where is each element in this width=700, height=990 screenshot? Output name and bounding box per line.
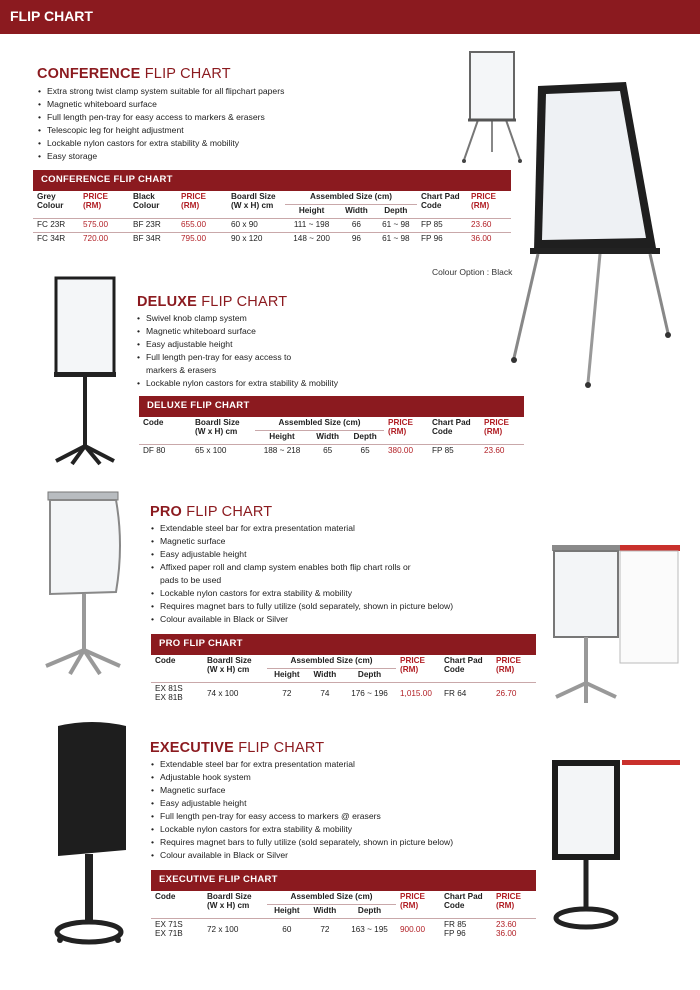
col-header: Boardl Size (W x H) cm — [231, 192, 276, 210]
cell: 111 ~ 198 — [285, 219, 338, 233]
table-row — [151, 919, 536, 940]
col-header: Height — [267, 905, 307, 919]
feature-item: • Lockable nylon castors for extra stability & mobility — [38, 137, 458, 150]
cell: 60 x 90 — [227, 219, 285, 233]
feature-item: • Easy storage — [38, 150, 458, 163]
cell: 720.00 — [79, 233, 129, 247]
code-silver: EX 71S — [155, 920, 183, 929]
col-header: PRICE (RM) — [388, 418, 414, 436]
chartpad-price: 36.00 — [496, 929, 517, 938]
col-header: Chart Pad Code — [432, 418, 471, 436]
feature-item: • Easy adjustable height — [151, 548, 411, 561]
cell: 36.00 — [467, 233, 511, 247]
cell: 1,015.00 — [396, 683, 440, 704]
executive-title-rest: FLIP CHART — [238, 740, 325, 756]
feature-item: • Swivel knob clamp system — [137, 312, 377, 325]
table-row — [151, 683, 536, 704]
cell: 575.00 — [79, 219, 129, 233]
deluxe-title — [137, 294, 287, 310]
pro-flipchart-with-magnet-bar-image — [548, 543, 683, 708]
code-silver: EX 81S — [155, 684, 183, 693]
chartpad-code: FP 96 — [444, 929, 466, 938]
cell: FP 96 — [417, 233, 467, 247]
feature-item: • Magnetic surface — [151, 535, 411, 548]
col-header: Black Colour — [133, 192, 160, 210]
col-header: Grey Colour — [37, 192, 64, 210]
col-header: PRICE (RM) — [83, 192, 109, 210]
cell — [492, 919, 536, 940]
executive-flipchart-with-magnet-bar-image — [548, 758, 683, 938]
table-title: DELUXE FLIP CHART — [139, 396, 524, 417]
feature-item: • Requires magnet bars to fully utilize (sold separately, shown in picture below) — [151, 600, 490, 613]
col-header: Height — [285, 205, 338, 219]
col-header: Assembled Size (cm) — [290, 892, 373, 901]
table-row — [33, 233, 511, 247]
feature-item: • Magnetic surface — [151, 784, 491, 797]
page-header — [0, 0, 700, 34]
deluxe-table — [139, 396, 524, 458]
feature-item: • Requires magnet bars to fully utilize (sold separately, shown in picture below) — [151, 836, 491, 849]
conference-flipchart-large-image — [508, 78, 683, 398]
feature-item: • Affixed paper roll and clamp system enables both flip chart rolls or pads to be used — [151, 561, 411, 587]
col-header: Depth — [343, 905, 396, 919]
col-header: Height — [267, 669, 307, 683]
table-title: CONFERENCE FLIP CHART — [33, 170, 511, 191]
col-header: Code — [155, 892, 176, 901]
cell: 66 — [338, 219, 375, 233]
cell: 655.00 — [177, 219, 227, 233]
feature-item: • Adjustable hook system — [151, 771, 491, 784]
col-header: Chart Pad Code — [444, 656, 483, 674]
cell: 61 ~ 98 — [375, 233, 417, 247]
table-row — [139, 445, 524, 459]
code-black: EX 81B — [155, 693, 183, 702]
col-header: PRICE (RM) — [400, 656, 426, 674]
cell: BF 23R — [129, 219, 177, 233]
feature-item: • Magnetic whiteboard surface — [38, 98, 458, 111]
table-title: EXECUTIVE FLIP CHART — [151, 870, 536, 891]
feature-item: • Easy adjustable height — [151, 797, 491, 810]
col-header: Depth — [375, 205, 417, 219]
feature-item: • Colour available in Black or Silver — [151, 849, 491, 862]
deluxe-flipchart-image — [50, 276, 120, 471]
cell: FC 23R — [33, 219, 79, 233]
col-header: Code — [143, 418, 164, 427]
executive-flipchart-image — [52, 720, 132, 950]
deluxe-features — [137, 312, 377, 390]
cell: FP 85 — [417, 219, 467, 233]
table-row — [33, 219, 511, 233]
feature-item: • Colour available in Black or Silver — [151, 613, 411, 626]
cell: 96 — [338, 233, 375, 247]
cell: 163 ~ 195 — [343, 919, 396, 940]
feature-item: • Lockable nylon castors for extra stability & mobility — [151, 823, 491, 836]
cell: 60 — [267, 919, 307, 940]
pro-features — [151, 522, 454, 626]
conference-title-rest: FLIP CHART — [144, 66, 231, 82]
cell: 23.60 — [480, 445, 524, 459]
conference-title — [37, 66, 231, 82]
col-header: PRICE (RM) — [181, 192, 207, 210]
cell: 74 x 100 — [203, 683, 267, 704]
conference-features — [38, 85, 458, 163]
col-header: Chart Pad Code — [421, 192, 460, 210]
feature-item: • Full length pen-tray for easy access to markers & erasers — [137, 351, 296, 377]
col-header: Boardl Size (W x H) cm — [207, 656, 252, 674]
conference-table — [33, 170, 511, 246]
cell: 900.00 — [396, 919, 440, 940]
cell: FR 64 — [440, 683, 492, 704]
cell: 148 ~ 200 — [285, 233, 338, 247]
cell: 72 — [307, 919, 343, 940]
table-title: PRO FLIP CHART — [151, 634, 536, 655]
feature-item: • Magnetic whiteboard surface — [137, 325, 377, 338]
cell: 61 ~ 98 — [375, 219, 417, 233]
col-header: Width — [307, 905, 343, 919]
executive-title-bold: EXECUTIVE — [150, 740, 234, 756]
feature-item: • Extendable steel bar for extra presentation material — [151, 758, 491, 771]
cell — [151, 919, 203, 940]
col-header: Width — [307, 669, 343, 683]
feature-item: • Easy adjustable height — [137, 338, 377, 351]
cell: 188 ~ 218 — [255, 445, 309, 459]
col-header: Assembled Size (cm) — [278, 418, 361, 427]
feature-item: • Extendable steel bar for extra presentation material — [151, 522, 411, 535]
pro-title — [150, 504, 272, 520]
cell: 23.60 — [467, 219, 511, 233]
deluxe-title-bold: DELUXE — [137, 294, 198, 310]
pro-table — [151, 634, 536, 703]
feature-item: • Extra strong twist clamp system suitable for all flipchart papers — [38, 85, 458, 98]
col-header: Width — [338, 205, 375, 219]
cell: 65 — [309, 445, 346, 459]
col-header: Chart Pad Code — [444, 892, 483, 910]
col-header: Width — [309, 431, 346, 445]
col-header: PRICE (RM) — [496, 656, 522, 674]
col-header: Assembled Size (cm) — [290, 656, 373, 665]
cell: 65 x 100 — [191, 445, 255, 459]
cell: 72 x 100 — [203, 919, 267, 940]
cell: 65 — [346, 445, 384, 459]
feature-item: • Full length pen-tray for easy access to markers @ erasers — [151, 810, 491, 823]
pro-title-rest: FLIP CHART — [186, 504, 273, 520]
cell — [151, 683, 203, 704]
executive-table — [151, 870, 536, 939]
cell: 176 ~ 196 — [343, 683, 396, 704]
colour-option-note: Colour Option : Black — [432, 267, 513, 277]
code-black: EX 71B — [155, 929, 183, 938]
cell: 74 — [307, 683, 343, 704]
cell: 26.70 — [492, 683, 536, 704]
cell: 90 x 120 — [227, 233, 285, 247]
cell: FP 85 — [428, 445, 480, 459]
cell: 795.00 — [177, 233, 227, 247]
feature-item: • Lockable nylon castors for extra stability & mobility — [137, 377, 377, 390]
executive-title — [150, 740, 324, 756]
deluxe-title-rest: FLIP CHART — [201, 294, 288, 310]
col-header: Height — [255, 431, 309, 445]
col-header: PRICE (RM) — [471, 192, 497, 210]
col-header: PRICE (RM) — [484, 418, 510, 436]
cell — [440, 919, 492, 940]
page-title: FLIP CHART — [10, 8, 93, 24]
feature-item: • Telescopic leg for height adjustment — [38, 124, 458, 137]
chartpad-code: FR 85 — [444, 920, 467, 929]
conference-title-bold: CONFERENCE — [37, 66, 141, 82]
executive-features — [151, 758, 491, 862]
pro-title-bold: PRO — [150, 504, 183, 520]
pro-flipchart-image — [40, 490, 125, 680]
feature-item: • Lockable nylon castors for extra stability & mobility — [151, 587, 411, 600]
col-header: Depth — [346, 431, 384, 445]
chartpad-price: 23.60 — [496, 920, 517, 929]
col-header: PRICE (RM) — [400, 892, 426, 910]
cell: 72 — [267, 683, 307, 704]
col-header: Code — [155, 656, 176, 665]
col-header: Depth — [343, 669, 396, 683]
cell: FC 34R — [33, 233, 79, 247]
cell: DF 80 — [139, 445, 191, 459]
cell: 380.00 — [384, 445, 428, 459]
col-header: PRICE (RM) — [496, 892, 522, 910]
col-header: Assembled Size (cm) — [310, 192, 392, 201]
col-header: Boardl Size (W x H) cm — [195, 418, 240, 436]
col-header: Boardl Size (W x H) cm — [207, 892, 252, 910]
feature-item: • Full length pen-tray for easy access to markers & erasers — [38, 111, 458, 124]
cell: BF 34R — [129, 233, 177, 247]
